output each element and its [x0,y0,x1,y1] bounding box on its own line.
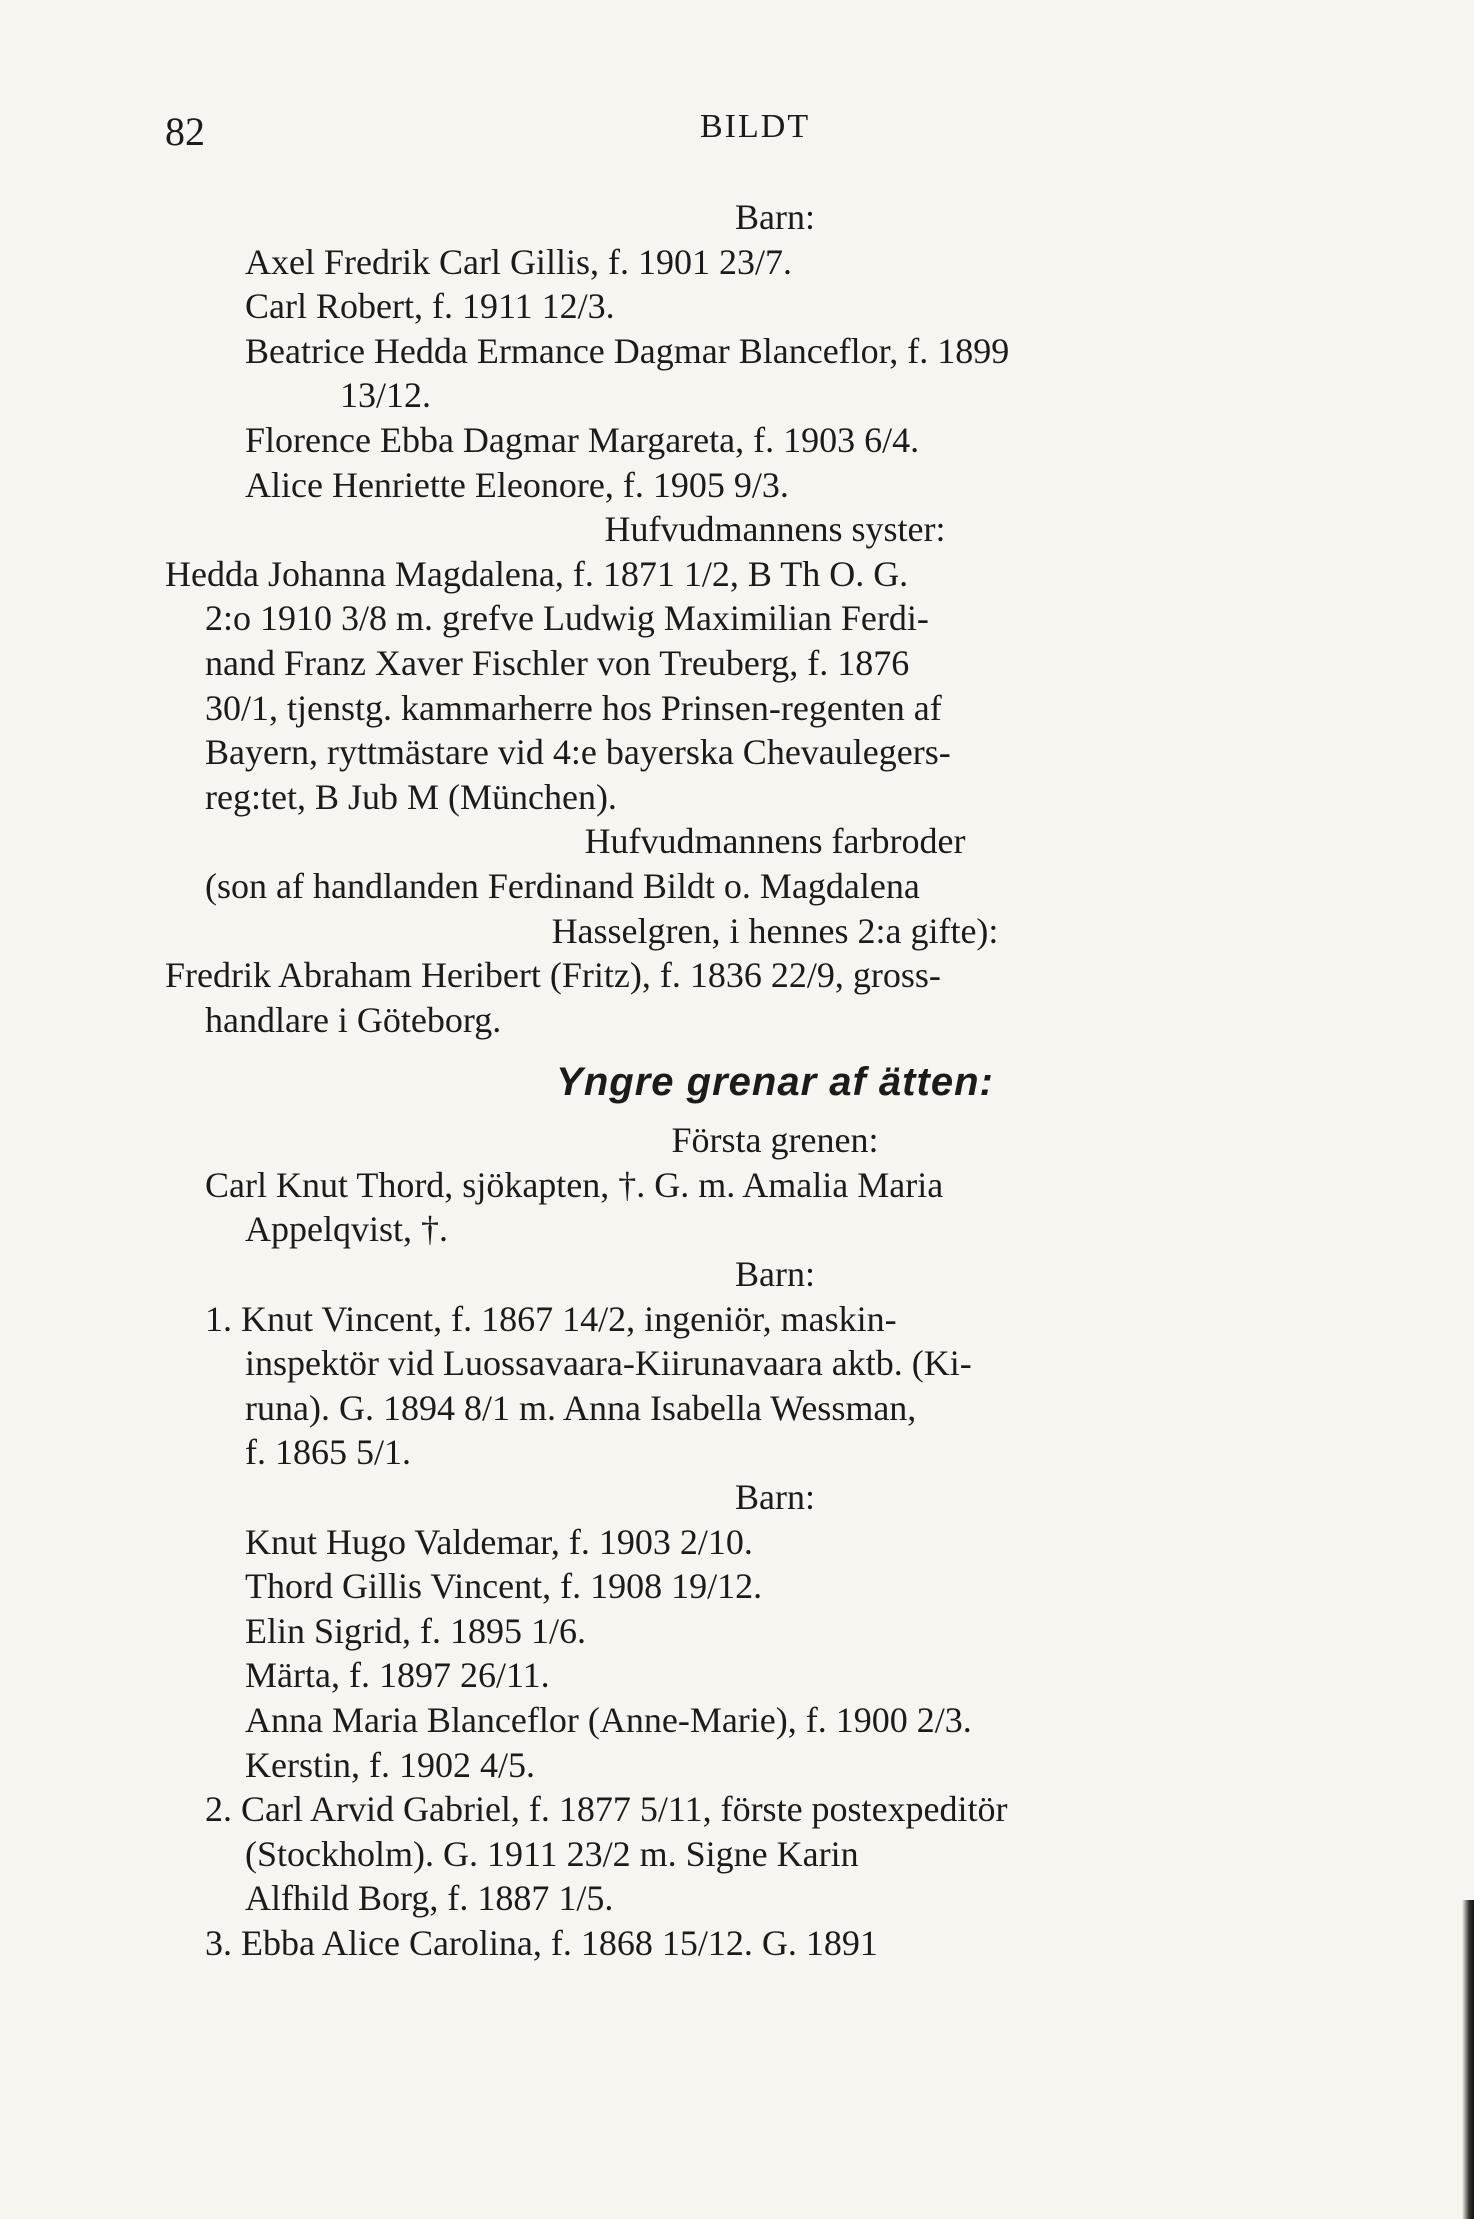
text-body [165,195,1345,1966]
text-line: 30/1, tjenstg. kammarherre hos Prinsen-regenten af [205,687,942,728]
text-line: Knut Hugo Valdemar, f. 1903 2/10. [245,1521,753,1562]
text-line: runa). G. 1894 8/1 m. Anna Isabella Wessman, [245,1387,917,1428]
text-line: Anna Maria Blanceflor (Anne-Marie), f. 1900 2/3. [245,1700,972,1740]
text-line: Första grenen: [671,1120,879,1161]
text-line: Hedda Johanna Magdalena, f. 1871 1/2, B Th O. G. [165,553,909,594]
text-line: 1. Knut Vincent, f. 1867 14/2, ingeniör, maskin- [205,1298,897,1339]
text-line: (Stockholm). G. 1911 23/2 m. Signe Karin [245,1833,859,1874]
text-line: Carl Knut Thord, sjökapten, †. G. m. Amalia Maria [205,1164,944,1205]
text-line: Hasselgren, i hennes 2:a gifte): [551,910,999,951]
text-line: Hufvudmannens farbroder [584,821,966,862]
text-line: (son af handlanden Ferdinand Bildt o. Magdalena [205,865,920,906]
text-line: 3. Ebba Alice Carolina, f. 1868 15/12. G. 1891 [205,1922,878,1963]
text-line: Barn: [735,1477,815,1518]
text-line: 13/12. [340,375,432,416]
text-line: 2:o 1910 3/8 m. grefve Ludwig Maximilian Ferdi- [205,598,929,639]
text-block-1 [165,195,1345,1042]
text-line: Hufvudmannens syster: [604,509,946,550]
text-line: f. 1865 5/1. [245,1432,411,1473]
text-line: Axel Fredrik Carl Gillis, f. 1901 23/7. [245,241,792,282]
text-line: Florence Ebba Dagmar Margareta, f. 1903 6/4. [245,419,920,460]
text-line: Fredrik Abraham Heribert (Fritz), f. 1836 22/9, gross- [165,955,941,996]
text-line: Barn: [735,1254,815,1295]
text-line: Elin Sigrid, f. 1895 1/6. [245,1610,586,1651]
text-line: Barn: [735,197,815,237]
text-line: Beatrice Hedda Ermance Dagmar Blanceflor, f. 1899 [245,330,1010,371]
text-line: nand Franz Xaver Fischler von Treuberg, f. 1876 [205,642,910,683]
text-line: Alice Henriette Eleonore, f. 1905 9/3. [245,464,789,505]
text-line: Alfhild Borg, f. 1887 1/5. [245,1878,614,1919]
text-block-2 [205,1118,1345,1965]
text-line: Kerstin, f. 1902 4/5. [245,1744,535,1785]
text-line: reg:tet, B Jub M (München). [205,776,617,817]
binding-edge-shadow [1462,1900,1474,2219]
section-heading: Yngre grenar af ätten: [556,1060,994,1105]
text-line: Bayern, ryttmästare vid 4:e bayerska Chevaulegers- [205,732,951,773]
text-line: 2. Carl Arvid Gabriel, f. 1877 5/11, förste postexpeditör [205,1789,1008,1830]
page-number: 82 [165,109,205,154]
running-head: BILDT [700,108,811,145]
text-line: handlare i Göteborg. [205,999,502,1040]
text-line: Carl Robert, f. 1911 12/3. [245,286,615,327]
text-line: Märta, f. 1897 26/11. [245,1655,550,1696]
text-line: inspektör vid Luossavaara-Kiirunavaara aktb. (Ki- [245,1343,972,1384]
text-line: Appelqvist, †. [245,1209,448,1250]
text-line: Thord Gillis Vincent, f. 1908 19/12. [245,1566,763,1607]
